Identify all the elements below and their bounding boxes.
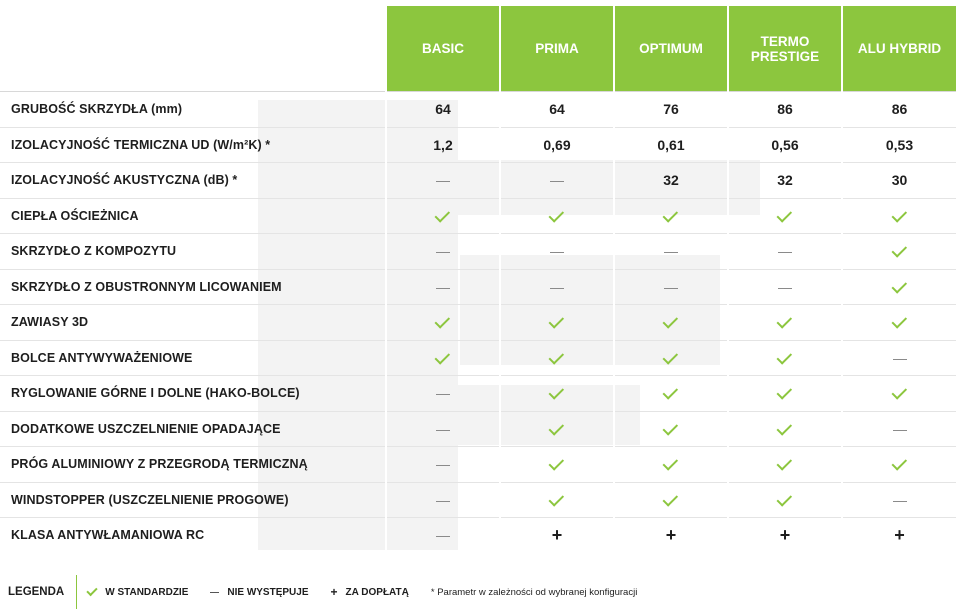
cell-value: 0,53 xyxy=(885,136,914,153)
row-label: IZOLACYJNOŚĆ AKUSTYCZNA (dB) * xyxy=(0,163,386,199)
table-cell xyxy=(842,305,956,341)
check-icon xyxy=(777,455,793,471)
table-cell xyxy=(386,482,500,518)
legend-footnote: * Parametr w zależności od wybranej konfiguracji xyxy=(430,586,638,598)
table-cell xyxy=(728,482,842,518)
dash-icon xyxy=(436,181,450,182)
legend-label: NIE WYSTĘPUJE xyxy=(227,586,309,598)
table-cell xyxy=(386,411,500,447)
legend-item-extra-cost xyxy=(331,585,409,599)
dash-icon xyxy=(893,359,907,360)
table-cell xyxy=(728,305,842,341)
table-cell xyxy=(614,518,728,553)
legend-item-standard xyxy=(87,587,188,598)
row-label: DODATKOWE USZCZELNIENIE OPADAJĄCE xyxy=(0,411,386,447)
plus-icon: + xyxy=(779,525,791,546)
dash-icon xyxy=(436,252,450,253)
table-cell xyxy=(842,234,956,270)
check-icon xyxy=(663,207,679,223)
table-cell xyxy=(728,376,842,412)
table-cell xyxy=(728,447,842,483)
plus-icon: + xyxy=(665,525,677,546)
check-icon xyxy=(549,491,565,507)
plus-icon: + xyxy=(330,585,338,599)
table-cell xyxy=(842,340,956,376)
dash-icon xyxy=(893,501,907,502)
check-icon xyxy=(891,384,907,400)
table-cell xyxy=(728,127,842,163)
table-cell xyxy=(386,376,500,412)
cell-value: 0,69 xyxy=(543,136,571,153)
row-label: BOLCE ANTYWYWAŻENIOWE xyxy=(0,340,386,376)
dash-icon xyxy=(436,430,450,431)
dash-icon xyxy=(436,465,450,466)
table-cell xyxy=(842,198,956,234)
table-row xyxy=(0,376,956,412)
column-header xyxy=(728,6,842,92)
legend-label: ZA DOPŁATĄ xyxy=(345,586,409,598)
table-cell xyxy=(842,482,956,518)
dash-icon xyxy=(436,394,450,395)
table-row xyxy=(0,518,956,553)
table-cell xyxy=(614,482,728,518)
plus-icon: + xyxy=(894,525,905,546)
table-cell xyxy=(386,198,500,234)
table-cell xyxy=(500,127,614,163)
row-label: PRÓG ALUMINIOWY Z PRZEGRODĄ TERMICZNĄ xyxy=(0,447,386,483)
table-cell xyxy=(842,447,956,483)
check-icon xyxy=(777,313,793,329)
check-icon xyxy=(777,384,793,400)
dash-icon xyxy=(210,592,219,593)
table-cell xyxy=(614,198,728,234)
table-cell xyxy=(842,163,956,199)
check-icon xyxy=(549,384,565,400)
column-header-label: ALU HYBRID xyxy=(857,41,942,56)
table-cell xyxy=(500,198,614,234)
table-cell xyxy=(728,234,842,270)
table-cell xyxy=(500,269,614,305)
table-cell xyxy=(386,163,500,199)
table-cell xyxy=(500,482,614,518)
table-row xyxy=(0,447,956,483)
table-cell xyxy=(500,518,614,553)
cell-value: 32 xyxy=(777,172,793,189)
table-cell xyxy=(842,518,956,553)
cell-value: 64 xyxy=(549,101,565,118)
header-corner xyxy=(0,6,386,92)
cell-value: 0,56 xyxy=(771,136,799,153)
table-cell xyxy=(728,92,842,128)
cell-value: 64 xyxy=(435,101,451,118)
dash-icon xyxy=(436,288,450,289)
table-cell xyxy=(500,447,614,483)
check-icon xyxy=(549,420,565,436)
row-label: IZOLACYJNOŚĆ TERMICZNA UD (W/m²K) * xyxy=(0,127,386,163)
check-icon xyxy=(549,313,565,329)
check-icon xyxy=(87,585,98,596)
legend xyxy=(8,574,637,610)
check-icon xyxy=(891,313,907,329)
cell-value: 32 xyxy=(663,172,679,189)
header-row xyxy=(0,6,956,92)
table-cell xyxy=(614,411,728,447)
dash-icon xyxy=(893,430,907,431)
cell-value: 86 xyxy=(891,101,908,118)
table-cell xyxy=(500,92,614,128)
dash-icon xyxy=(778,288,792,289)
table-row xyxy=(0,234,956,270)
table-cell xyxy=(386,340,500,376)
table-cell xyxy=(386,447,500,483)
check-icon xyxy=(663,313,679,329)
cell-value: 30 xyxy=(891,172,908,189)
table-cell xyxy=(614,447,728,483)
table-cell xyxy=(614,269,728,305)
table-cell xyxy=(842,269,956,305)
table-cell xyxy=(614,234,728,270)
check-icon xyxy=(435,207,451,223)
column-header-label: PRIMA xyxy=(535,41,579,56)
table-cell xyxy=(500,234,614,270)
table-cell xyxy=(386,92,500,128)
row-label: ZAWIASY 3D xyxy=(0,305,386,341)
legend-divider xyxy=(76,575,77,609)
table-cell xyxy=(386,518,500,553)
table-row xyxy=(0,340,956,376)
table-cell xyxy=(386,269,500,305)
table-cell xyxy=(728,163,842,199)
check-icon xyxy=(663,420,679,436)
row-label: SKRZYDŁO Z OBUSTRONNYM LICOWANIEM xyxy=(0,269,386,305)
cell-value: 0,61 xyxy=(657,136,685,153)
table-cell xyxy=(842,411,956,447)
check-icon xyxy=(777,491,793,507)
table-cell xyxy=(842,127,956,163)
column-header-label: TERMO PRESTIGE xyxy=(750,33,820,64)
column-header xyxy=(614,6,728,92)
cell-value: 1,2 xyxy=(433,136,453,153)
table-row xyxy=(0,482,956,518)
check-icon xyxy=(663,455,679,471)
check-icon xyxy=(549,455,565,471)
table-cell xyxy=(500,376,614,412)
table-cell xyxy=(614,92,728,128)
table-cell xyxy=(728,518,842,553)
table-cell xyxy=(500,163,614,199)
row-label: CIEPŁA OŚCIEŻNICA xyxy=(0,198,386,234)
check-icon xyxy=(549,349,565,365)
check-icon xyxy=(663,491,679,507)
table-cell xyxy=(500,411,614,447)
dash-icon xyxy=(550,252,564,253)
table-cell xyxy=(500,340,614,376)
table-cell xyxy=(500,305,614,341)
row-label: RYGLOWANIE GÓRNE I DOLNE (HAKO-BOLCE) xyxy=(0,376,386,412)
table-cell xyxy=(386,305,500,341)
column-header xyxy=(386,6,500,92)
dash-icon xyxy=(664,252,678,253)
table-row xyxy=(0,163,956,199)
check-icon xyxy=(663,384,679,400)
row-label: SKRZYDŁO Z KOMPOZYTU xyxy=(0,234,386,270)
check-icon xyxy=(891,207,907,223)
check-icon xyxy=(891,455,907,471)
comparison-table xyxy=(0,6,956,553)
table-row xyxy=(0,127,956,163)
table-cell xyxy=(614,376,728,412)
check-icon xyxy=(435,313,451,329)
dash-icon xyxy=(664,288,678,289)
table-body xyxy=(0,92,956,553)
table-cell xyxy=(728,340,842,376)
check-icon xyxy=(549,207,565,223)
check-icon xyxy=(891,278,907,294)
table-row xyxy=(0,411,956,447)
table-cell xyxy=(728,269,842,305)
column-header xyxy=(500,6,614,92)
legend-item-not-available xyxy=(210,587,308,598)
table-cell xyxy=(386,234,500,270)
check-icon xyxy=(891,242,907,258)
dash-icon xyxy=(550,181,564,182)
cell-value: 86 xyxy=(777,101,793,118)
dash-icon xyxy=(778,252,792,253)
dash-icon xyxy=(436,536,450,537)
cell-value: 76 xyxy=(663,101,679,118)
table-cell xyxy=(842,92,956,128)
column-header xyxy=(842,6,956,92)
dash-icon xyxy=(550,288,564,289)
row-label: GRUBOŚĆ SKRZYDŁA (mm) xyxy=(0,92,386,128)
table-cell xyxy=(614,340,728,376)
table-cell xyxy=(728,411,842,447)
row-label: KLASA ANTYWŁAMANIOWA RC xyxy=(0,518,386,553)
table-cell xyxy=(386,127,500,163)
column-header-label: BASIC xyxy=(421,41,464,56)
dash-icon xyxy=(436,501,450,502)
legend-label: W STANDARDZIE xyxy=(105,586,189,598)
check-icon xyxy=(777,207,793,223)
table-cell xyxy=(614,127,728,163)
check-icon xyxy=(435,349,451,365)
check-icon xyxy=(663,349,679,365)
table-row xyxy=(0,92,956,128)
table-row xyxy=(0,305,956,341)
table-cell xyxy=(728,198,842,234)
column-header-label: OPTIMUM xyxy=(639,41,703,56)
table-row xyxy=(0,198,956,234)
check-icon xyxy=(777,420,793,436)
plus-icon: + xyxy=(551,525,563,546)
row-label: WINDSTOPPER (USZCZELNIENIE PROGOWE) xyxy=(0,482,386,518)
table-cell xyxy=(614,305,728,341)
table-row xyxy=(0,269,956,305)
table-cell xyxy=(614,163,728,199)
check-icon xyxy=(777,349,793,365)
legend-title: LEGENDA xyxy=(8,586,65,598)
table-cell xyxy=(842,376,956,412)
